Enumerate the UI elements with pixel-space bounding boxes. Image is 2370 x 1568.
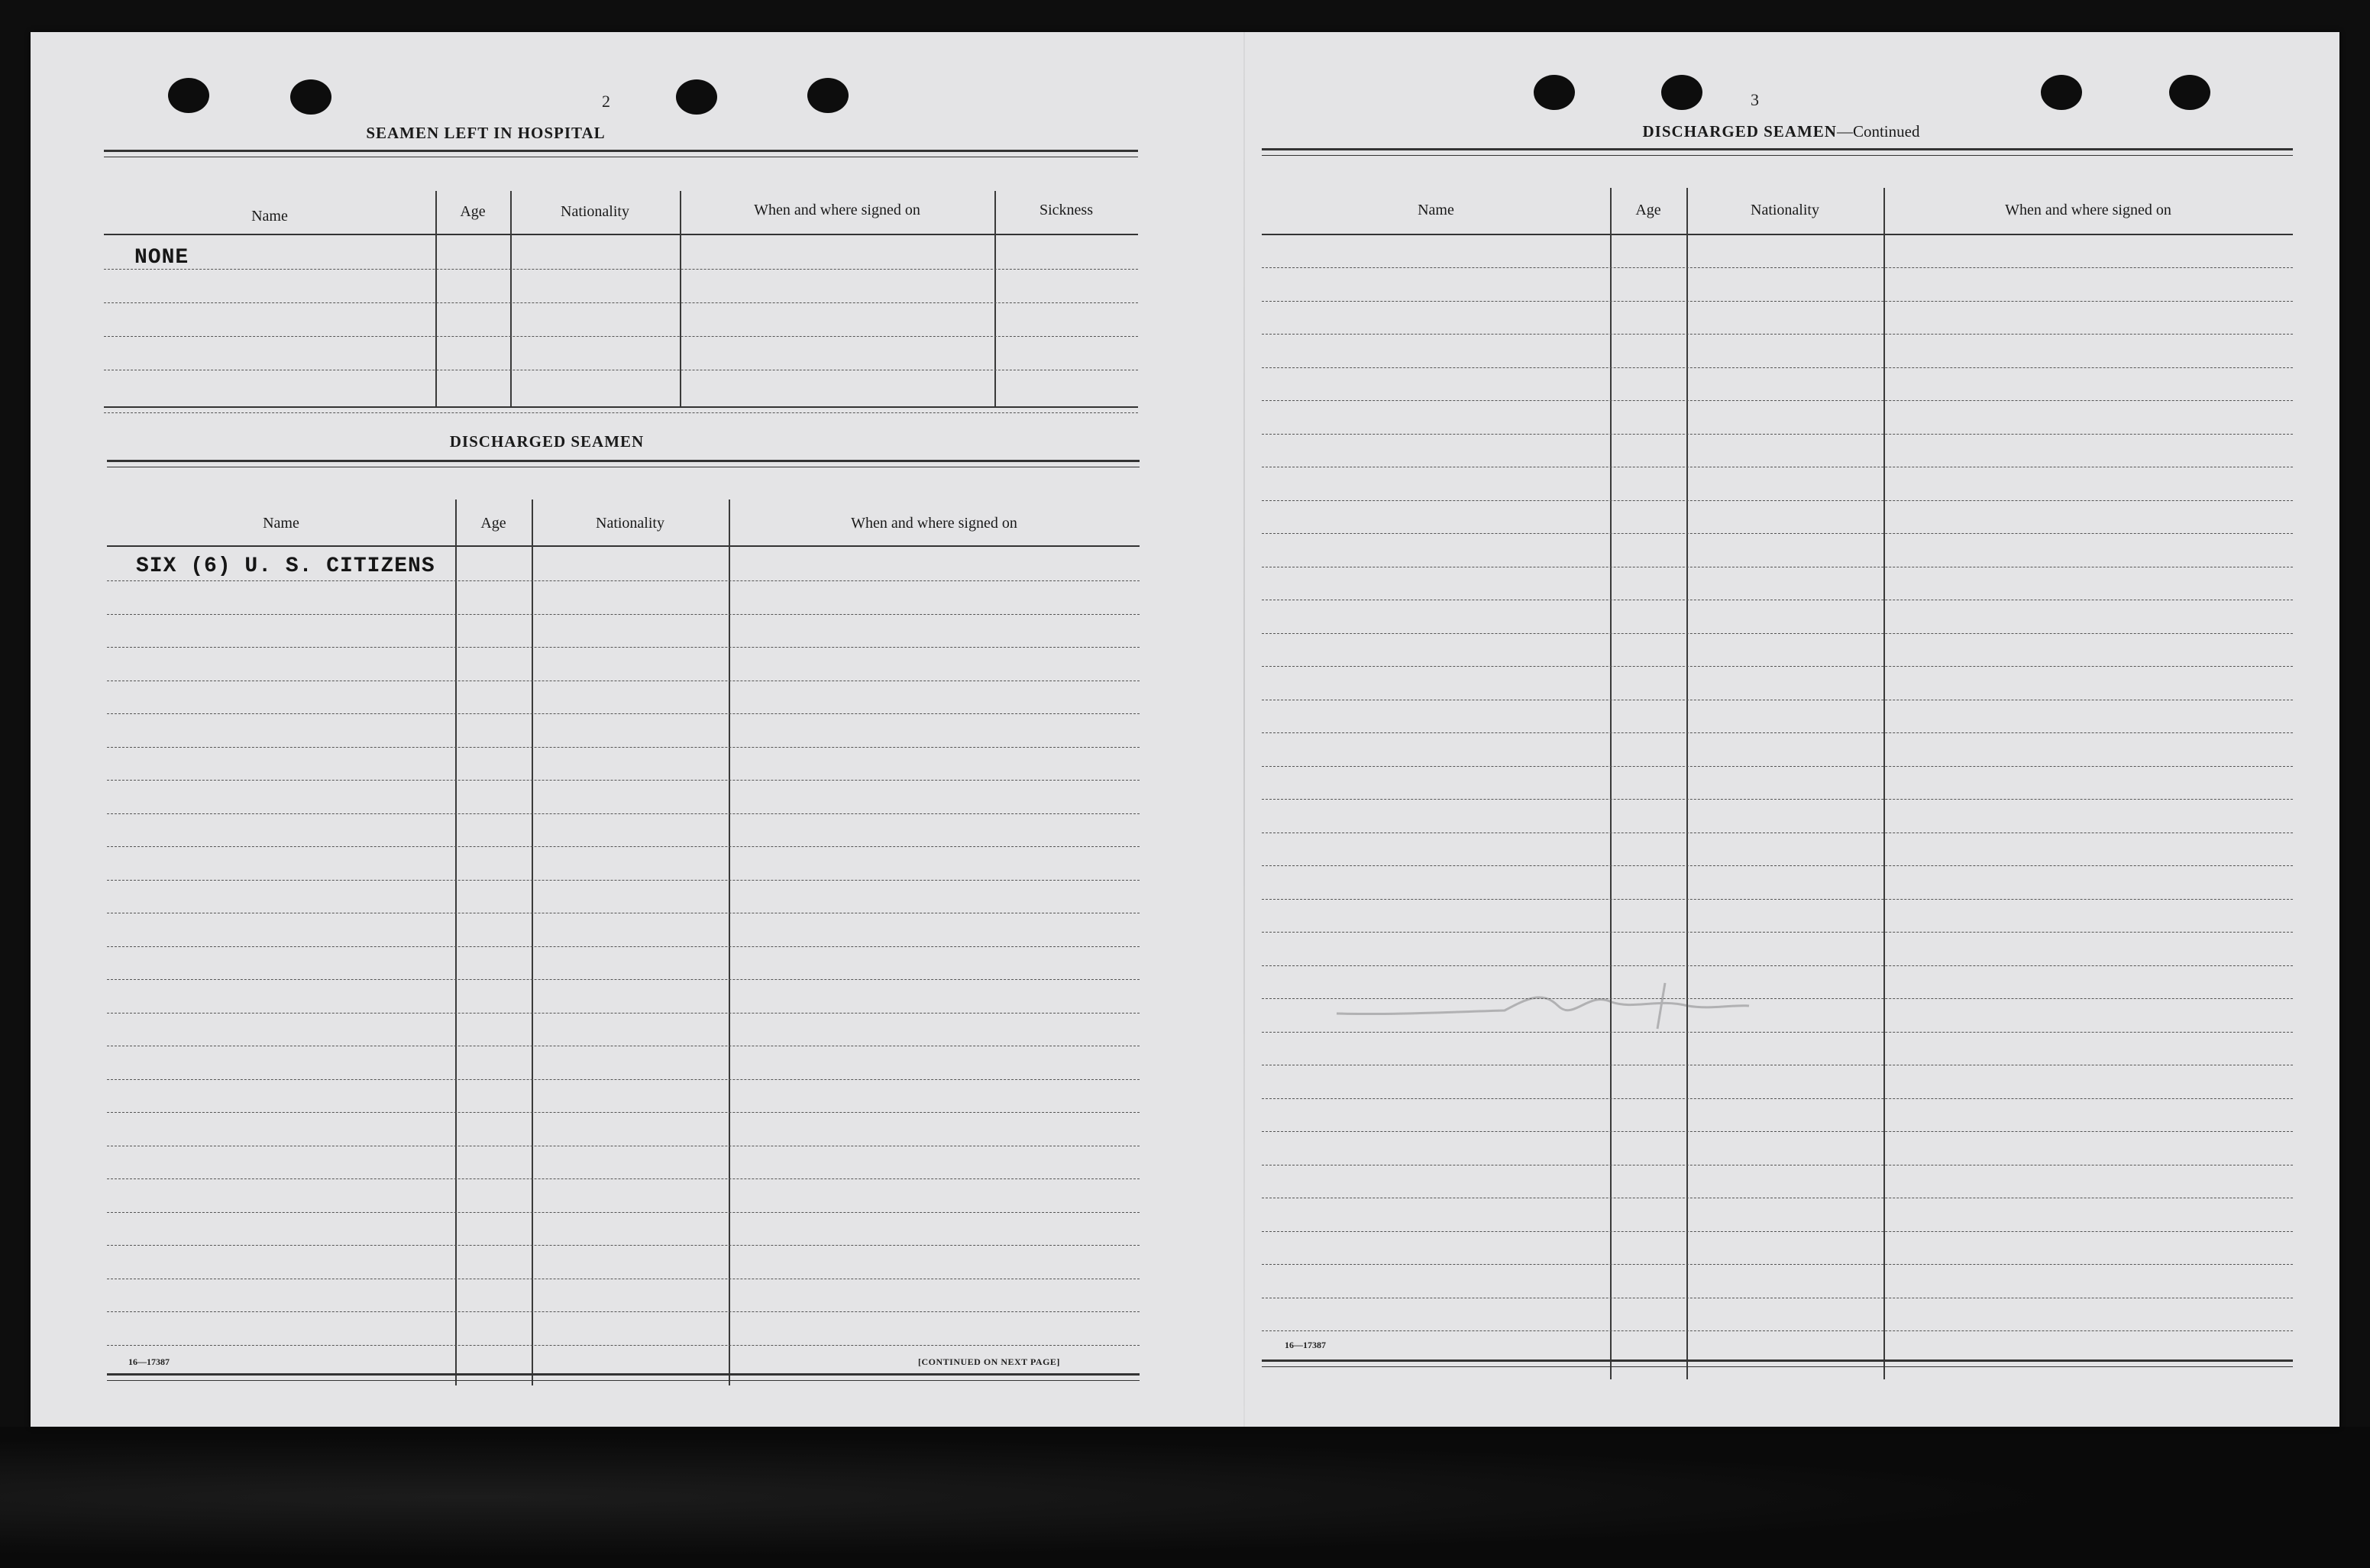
ruled-row (1262, 400, 2293, 401)
ruled-row (107, 1212, 1140, 1213)
ruled-row (1262, 1131, 2293, 1132)
ruled-row (107, 880, 1140, 881)
discharged-col-age: Age (480, 515, 506, 532)
ruled-row (107, 1245, 1140, 1246)
hospital-col-nationality: Nationality (561, 203, 629, 220)
discharged-entry: SIX (6) U. S. CITIZENS (136, 554, 435, 578)
punch-hole (2169, 75, 2210, 110)
hospital-table (104, 150, 1138, 448)
hospital-section-title: SEAMEN LEFT IN HOSPITAL (366, 124, 606, 142)
continued-note: [CONTINUED ON NEXT PAGE] (918, 1356, 1060, 1367)
page-number-left: 2 (602, 92, 610, 111)
ruled-row (107, 1079, 1140, 1080)
ruled-row (1262, 766, 2293, 767)
ruled-row (1262, 1098, 2293, 1099)
discharged-table-right (1262, 148, 2293, 1370)
ruled-row (1262, 732, 2293, 733)
page-number-right: 3 (1751, 90, 1759, 109)
right-col-signed-on: When and where signed on (2005, 202, 2171, 218)
center-fold (1243, 32, 1245, 1427)
punch-hole (807, 78, 849, 113)
discharged-col-name: Name (263, 515, 299, 532)
continued-suffix: —Continued (1836, 122, 1920, 141)
ruled-row (107, 580, 1140, 581)
scan-background (0, 1427, 2370, 1568)
ruled-row (1262, 932, 2293, 933)
ruled-row (1262, 633, 2293, 634)
ruled-row (107, 647, 1140, 648)
punch-hole (2041, 75, 2082, 110)
right-col-nationality: Nationality (1751, 202, 1819, 218)
ruled-row (1262, 367, 2293, 368)
ruled-row (1262, 1330, 2293, 1331)
form-code-right: 16—17387 (1285, 1340, 1326, 1350)
ruled-row (1262, 965, 2293, 966)
ruled-row (1262, 865, 2293, 866)
punch-hole (290, 79, 331, 115)
signature-bleed-through (1329, 968, 1757, 1036)
ruled-row (107, 713, 1140, 714)
hospital-col-age: Age (460, 203, 486, 220)
ruled-row (107, 780, 1140, 781)
ruled-row (107, 846, 1140, 847)
ruled-row (107, 614, 1140, 615)
ruled-row (1262, 434, 2293, 435)
form-code-left: 16—17387 (128, 1356, 170, 1367)
ruled-row (1262, 301, 2293, 302)
punch-hole (1661, 75, 1702, 110)
ruled-row (1262, 666, 2293, 667)
ruled-row (107, 1345, 1140, 1346)
ruled-row (107, 979, 1140, 980)
ruled-row (107, 946, 1140, 947)
ruled-row (107, 813, 1140, 814)
ruled-row (107, 1112, 1140, 1113)
ruled-row (107, 1178, 1140, 1179)
hospital-col-signed-on: When and where signed on (754, 202, 920, 218)
document-sheet (31, 32, 2339, 1427)
discharged-section-title: DISCHARGED SEAMEN (449, 432, 645, 451)
ruled-row (107, 747, 1140, 748)
hospital-col-name: Name (251, 208, 288, 225)
hospital-entry: NONE (134, 246, 189, 270)
discharged-continued-title (1415, 122, 2148, 141)
right-col-name: Name (1418, 202, 1454, 218)
ruled-row (1262, 1231, 2293, 1232)
hospital-col-sickness: Sickness (1040, 202, 1093, 218)
discharged-col-nationality: Nationality (596, 515, 664, 532)
right-col-age: Age (1635, 202, 1661, 218)
discharged-table-left (107, 460, 1140, 1399)
ruled-row (107, 1013, 1140, 1014)
ruled-row (1262, 899, 2293, 900)
punch-hole (168, 78, 209, 113)
ruled-row (107, 1311, 1140, 1312)
punch-hole (1534, 75, 1575, 110)
discharged-col-signed-on: When and where signed on (851, 515, 1017, 532)
ruled-row (1262, 334, 2293, 335)
ruled-row (1262, 799, 2293, 800)
discharged-continued-title-text: DISCHARGED SEAMEN (1642, 122, 1837, 141)
ruled-row (1262, 1264, 2293, 1265)
ruled-row (1262, 832, 2293, 833)
punch-hole (676, 79, 717, 115)
ruled-row (1262, 267, 2293, 268)
ruled-row (1262, 533, 2293, 534)
ruled-row (1262, 500, 2293, 501)
